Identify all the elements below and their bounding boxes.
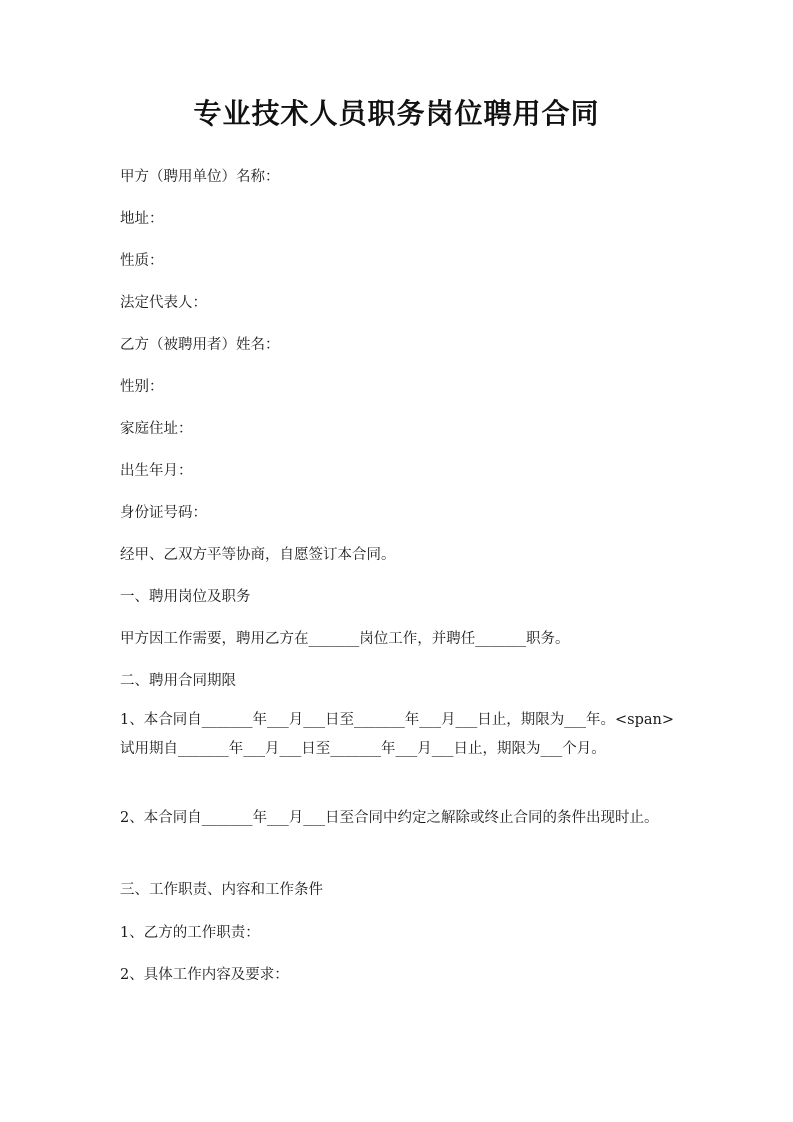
id-number-field: 身份证号码： <box>120 505 207 521</box>
section-2-heading: 二、聘用合同期限 <box>120 673 236 689</box>
birth-date-field: 出生年月： <box>120 463 193 479</box>
section-2-item-2: 2、本合同自_______年___月___日至合同中约定之解除或终止合同的条件出现时止。 <box>120 810 659 826</box>
gender-field: 性别： <box>120 379 164 395</box>
section-1-text: 甲方因工作需要，聘用乙方在_______岗位工作，并聘任_______职务。 <box>120 631 570 647</box>
home-address-field: 家庭住址： <box>120 421 193 437</box>
legal-representative-field: 法定代表人： <box>120 295 207 311</box>
section-3-item-1: 1、乙方的工作职责： <box>120 925 260 941</box>
document-title: 专业技术人员职务岗位聘用合同 <box>193 97 600 130</box>
section-3-heading: 三、工作职责、内容和工作条件 <box>120 882 323 898</box>
nature-field: 性质： <box>120 253 164 269</box>
intro-paragraph: 经甲、乙双方平等协商，自愿签订本合同。 <box>120 547 396 563</box>
party-b-name-field: 乙方（被聘用者）姓名： <box>120 337 280 353</box>
section-1-heading: 一、聘用岗位及职务 <box>120 589 251 605</box>
section-2-item-1: 1、本合同自_______年___月___日至_______年___月___日止，期限为___年。<span>试用期自_______年___月___日至_______年___月___日止，期限为___个月。 <box>120 712 674 757</box>
section-3-item-2: 2、具体工作内容及要求： <box>120 967 289 983</box>
address-field: 地址： <box>120 211 164 227</box>
party-a-name-field: 甲方（聘用单位）名称： <box>120 169 280 185</box>
